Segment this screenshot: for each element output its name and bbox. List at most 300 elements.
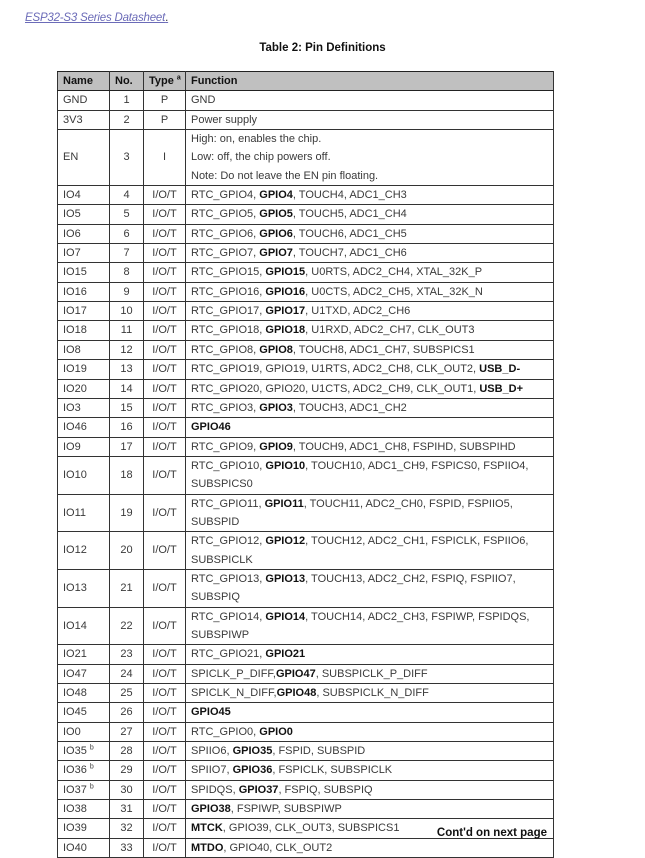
function-text: , TOUCH14, ADC2_CH3, FSPIWP, FSPIDQS, <box>305 610 530 623</box>
pin-definitions-table <box>57 71 554 858</box>
table-row <box>58 302 554 321</box>
pin-number: 4 <box>110 186 144 205</box>
primary-function: GPIO11 <box>264 497 304 510</box>
primary-function: GPIO18 <box>265 324 306 337</box>
function-text: RTC_GPIO7, <box>191 247 260 260</box>
pin-function <box>186 340 554 359</box>
pin-function <box>186 532 554 570</box>
function-text: , U0CTS, ADC2_CH5, XTAL_32K_N <box>305 285 483 298</box>
table-row <box>58 607 554 645</box>
primary-function: GPIO21 <box>265 648 306 661</box>
function-line <box>191 130 548 148</box>
pin-name: IO37 <box>63 783 87 796</box>
table-row <box>58 684 554 703</box>
pin-function <box>186 607 554 645</box>
pin-name: IO18 <box>63 324 87 337</box>
function-text: Low: off, the chip powers off. <box>191 151 331 164</box>
pin-name-cell <box>58 569 110 607</box>
pin-function <box>186 130 554 186</box>
pin-type: I/O/T <box>144 186 186 205</box>
primary-function: GPIO3 <box>259 401 293 414</box>
function-line <box>191 781 548 799</box>
function-line <box>191 360 548 378</box>
primary-function: GPIO4 <box>259 189 293 202</box>
primary-function: MTCK <box>191 822 223 835</box>
function-line <box>191 186 548 204</box>
pin-function <box>186 110 554 129</box>
table-row <box>58 532 554 570</box>
pin-name: IO46 <box>63 421 87 434</box>
pin-type: I/O/T <box>144 819 186 838</box>
pin-name-cell <box>58 110 110 129</box>
function-text: Note: Do not leave the EN pin floating. <box>191 169 379 182</box>
table-row <box>58 205 554 224</box>
pin-type: I/O/T <box>144 456 186 494</box>
primary-function: GPIO17 <box>265 305 306 318</box>
function-line <box>191 532 548 550</box>
pin-name-cell <box>58 263 110 282</box>
primary-function: GPIO46 <box>191 421 231 434</box>
function-text: RTC_GPIO18, <box>191 324 266 337</box>
table-row <box>58 456 554 494</box>
primary-function: USB_D- <box>479 363 521 376</box>
pin-name: IO0 <box>63 725 81 738</box>
pin-type: I/O/T <box>144 645 186 664</box>
function-text: RTC_GPIO8, <box>191 343 260 356</box>
pin-function <box>186 379 554 398</box>
function-line <box>191 263 548 281</box>
pin-name: IO45 <box>63 706 87 719</box>
function-line <box>191 399 548 417</box>
pin-name-cell <box>58 532 110 570</box>
pin-type: I/O/T <box>144 437 186 456</box>
pin-number: 28 <box>110 742 144 761</box>
function-text: , TOUCH6, ADC1_CH5 <box>292 227 407 240</box>
function-line <box>191 148 548 166</box>
pin-name: IO38 <box>63 803 87 816</box>
pin-type: I/O/T <box>144 532 186 570</box>
pin-type: I/O/T <box>144 722 186 741</box>
pin-name-cell <box>58 684 110 703</box>
function-line <box>191 495 548 513</box>
function-line <box>191 283 548 301</box>
pin-function <box>186 664 554 683</box>
primary-function: GPIO5 <box>259 208 293 221</box>
pin-name: GND <box>63 94 88 107</box>
primary-function: GPIO12 <box>265 535 306 548</box>
pin-number: 11 <box>110 321 144 340</box>
pin-name: IO39 <box>63 822 87 835</box>
function-text: , FSPID, SUBSPID <box>272 745 366 758</box>
pin-number: 13 <box>110 360 144 379</box>
pin-number: 15 <box>110 398 144 417</box>
pin-name: IO5 <box>63 208 81 221</box>
pin-type: I/O/T <box>144 263 186 282</box>
primary-function: GPIO16 <box>265 285 306 298</box>
pin-name: IO3 <box>63 401 81 414</box>
pin-type: I/O/T <box>144 569 186 607</box>
pin-name: 3V3 <box>63 113 83 126</box>
primary-function: GPIO37 <box>238 783 279 796</box>
pin-name: IO19 <box>63 363 87 376</box>
pin-function <box>186 780 554 799</box>
primary-function: MTDO <box>191 841 224 854</box>
function-text: RTC_GPIO3, <box>191 401 260 414</box>
function-line <box>191 761 548 779</box>
continued-note: Cont'd on next page <box>436 827 547 839</box>
function-text: Power supply <box>191 113 258 126</box>
pin-name: IO47 <box>63 667 87 680</box>
pin-type: I/O/T <box>144 838 186 857</box>
function-line <box>191 588 548 606</box>
function-text: RTC_GPIO5, <box>191 208 260 221</box>
pin-name-cell <box>58 398 110 417</box>
pin-number: 24 <box>110 664 144 683</box>
pin-name-cell <box>58 321 110 340</box>
function-line <box>191 608 548 626</box>
pin-name-cell <box>58 186 110 205</box>
pin-name-cell <box>58 302 110 321</box>
table-body <box>58 91 554 858</box>
table-caption: Table 2: Pin Definitions <box>259 42 386 54</box>
pin-number: 25 <box>110 684 144 703</box>
link-trailing-period: . <box>165 12 169 24</box>
function-text: RTC_GPIO14, <box>191 610 266 623</box>
function-line <box>191 302 548 320</box>
pin-type: I/O/T <box>144 780 186 799</box>
function-line <box>191 703 548 721</box>
pin-type: I/O/T <box>144 302 186 321</box>
function-text: , FSPICLK, SUBSPICLK <box>272 764 393 777</box>
primary-function: GPIO14 <box>265 610 306 623</box>
pin-function <box>186 800 554 819</box>
function-line <box>191 438 548 456</box>
primary-function: GPIO13 <box>265 572 306 585</box>
pin-name-cell <box>58 379 110 398</box>
function-text: SUBSPICLK <box>191 553 253 566</box>
pin-function <box>186 418 554 437</box>
pin-type: I/O/T <box>144 205 186 224</box>
function-line <box>191 225 548 243</box>
function-line <box>191 321 548 339</box>
function-text: RTC_GPIO6, <box>191 227 260 240</box>
pin-number: 17 <box>110 437 144 456</box>
function-text: RTC_GPIO9, <box>191 440 260 453</box>
function-text: RTC_GPIO11, <box>191 497 265 510</box>
footnote-marker: b <box>89 783 94 791</box>
function-text: , GPIO40, CLK_OUT2 <box>223 841 333 854</box>
pin-function <box>186 703 554 722</box>
pin-function <box>186 244 554 263</box>
pin-number: 1 <box>110 91 144 110</box>
datasheet-link[interactable] <box>25 12 168 24</box>
pin-type: I/O/T <box>144 360 186 379</box>
pin-type: I/O/T <box>144 321 186 340</box>
pin-name-cell <box>58 456 110 494</box>
pin-name-cell <box>58 340 110 359</box>
pin-number: 10 <box>110 302 144 321</box>
primary-function: GPIO7 <box>259 247 293 260</box>
header-function: Function <box>186 72 554 91</box>
pin-name-cell <box>58 130 110 186</box>
pin-type: I/O/T <box>144 398 186 417</box>
pin-name: IO17 <box>63 305 87 318</box>
function-text: , SUBSPICLK_N_DIFF <box>316 687 429 699</box>
function-line <box>191 626 548 644</box>
function-text: RTC_GPIO13, <box>191 572 266 585</box>
pin-name-cell <box>58 205 110 224</box>
pin-number: 2 <box>110 110 144 129</box>
table-row <box>58 224 554 243</box>
pin-name-cell <box>58 282 110 301</box>
function-line <box>191 244 548 262</box>
table-row <box>58 437 554 456</box>
header-name: Name <box>58 72 110 91</box>
function-line <box>191 475 548 493</box>
function-line <box>191 513 548 531</box>
function-text: , U0RTS, ADC2_CH4, XTAL_32K_P <box>305 266 483 279</box>
pin-number: 3 <box>110 130 144 186</box>
function-text: , SUBSPICLK_P_DIFF <box>315 667 428 680</box>
function-text: SPICLK_P_DIFF, <box>191 667 276 680</box>
function-text: GND <box>191 94 216 107</box>
function-text: High: on, enables the chip. <box>191 133 322 146</box>
pin-function <box>186 398 554 417</box>
pin-name-cell <box>58 91 110 110</box>
primary-function: GPIO8 <box>259 343 293 356</box>
table-row <box>58 569 554 607</box>
table-row <box>58 186 554 205</box>
function-text: , TOUCH4, ADC1_CH3 <box>292 189 407 202</box>
pin-type: I/O/T <box>144 664 186 683</box>
pin-function <box>186 205 554 224</box>
primary-function: GPIO35 <box>232 745 273 758</box>
pin-type: I/O/T <box>144 418 186 437</box>
primary-function: GPIO6 <box>259 227 293 240</box>
pin-function <box>186 722 554 741</box>
table-row <box>58 244 554 263</box>
pin-name-cell <box>58 494 110 532</box>
function-text: SPIIO6, <box>191 745 233 758</box>
pin-name: EN <box>63 151 79 164</box>
pin-type: I/O/T <box>144 244 186 263</box>
datasheet-link-text[interactable]: ESP32-S3 Series Datasheet <box>25 12 166 24</box>
function-line <box>191 665 548 683</box>
primary-function: GPIO9 <box>259 440 293 453</box>
pin-number: 19 <box>110 494 144 532</box>
pin-name: IO36 <box>63 764 87 777</box>
function-text: , TOUCH11, ADC2_CH0, FSPID, FSPIIO5, <box>303 497 513 510</box>
function-text: RTC_GPIO4, <box>191 189 260 202</box>
table-row <box>58 263 554 282</box>
pin-number: 12 <box>110 340 144 359</box>
pin-type: I <box>144 130 186 186</box>
function-line <box>191 418 548 436</box>
function-text: SUBSPIWP <box>191 628 250 641</box>
pin-type: P <box>144 91 186 110</box>
pin-number: 6 <box>110 224 144 243</box>
pin-name: IO9 <box>63 440 81 453</box>
pin-name: IO6 <box>63 227 81 240</box>
function-text: RTC_GPIO19, GPIO19, U1RTS, ADC2_CH8, CLK_OUT2, <box>191 363 480 376</box>
function-text: SPIDQS, <box>191 783 239 796</box>
pin-type: I/O/T <box>144 800 186 819</box>
pin-name: IO40 <box>63 841 87 854</box>
pin-number: 20 <box>110 532 144 570</box>
function-text: SPIIO7, <box>191 764 233 777</box>
function-line <box>191 551 548 569</box>
pin-name: IO20 <box>63 382 87 395</box>
table-row <box>58 340 554 359</box>
pin-number: 27 <box>110 722 144 741</box>
primary-function: GPIO48 <box>276 687 317 699</box>
pin-number: 5 <box>110 205 144 224</box>
function-line <box>191 684 548 702</box>
header-no: No. <box>110 72 144 91</box>
pin-name: IO14 <box>63 619 87 632</box>
pin-function <box>186 224 554 243</box>
function-text: , TOUCH8, ADC1_CH7, SUBSPICS1 <box>292 343 475 356</box>
pin-name-cell <box>58 418 110 437</box>
table-row <box>58 130 554 186</box>
table-row <box>58 703 554 722</box>
table-row <box>58 780 554 799</box>
pin-name-cell <box>58 607 110 645</box>
primary-function: GPIO38 <box>191 803 231 816</box>
pin-type: I/O/T <box>144 703 186 722</box>
pin-name: IO16 <box>63 285 87 298</box>
primary-function: GPIO47 <box>275 667 316 680</box>
function-line <box>191 91 548 109</box>
pin-name-cell <box>58 437 110 456</box>
pin-name: IO15 <box>63 266 87 279</box>
pin-name-cell <box>58 664 110 683</box>
function-line <box>191 205 548 223</box>
pin-type: I/O/T <box>144 340 186 359</box>
primary-function: USB_D+ <box>479 382 524 395</box>
function-text: , TOUCH10, ADC1_CH9, FSPICS0, FSPIIO4, <box>305 459 529 472</box>
pin-function <box>186 302 554 321</box>
function-text: RTC_GPIO16, <box>191 285 266 298</box>
pin-name-cell <box>58 244 110 263</box>
primary-function: GPIO15 <box>265 266 306 279</box>
pin-number: 30 <box>110 780 144 799</box>
pin-number: 7 <box>110 244 144 263</box>
pin-number: 22 <box>110 607 144 645</box>
pin-function <box>186 684 554 703</box>
function-text: RTC_GPIO0, <box>191 725 260 738</box>
function-text: RTC_GPIO20, GPIO20, U1CTS, ADC2_CH9, CLK_OUT1, <box>191 382 480 395</box>
function-line <box>191 457 548 475</box>
pin-name-cell <box>58 722 110 741</box>
function-text: , TOUCH9, ADC1_CH8, FSPIHD, SUBSPIHD <box>292 440 516 453</box>
pin-name: IO10 <box>63 469 87 482</box>
pin-number: 29 <box>110 761 144 780</box>
header-type-label: Type <box>149 75 174 87</box>
footnote-marker: a <box>176 74 181 82</box>
pin-name: IO12 <box>63 544 87 557</box>
pin-type: I/O/T <box>144 224 186 243</box>
pin-function <box>186 456 554 494</box>
function-text: , TOUCH12, ADC2_CH1, FSPICLK, FSPIIO6, <box>305 535 529 548</box>
primary-function: GPIO0 <box>259 725 293 738</box>
primary-function: GPIO45 <box>191 706 231 719</box>
pin-name: IO48 <box>63 687 87 699</box>
pin-function <box>186 437 554 456</box>
pin-name-cell <box>58 703 110 722</box>
pin-function <box>186 645 554 664</box>
function-text: , U1TXD, ADC2_CH6 <box>305 305 411 318</box>
table-row <box>58 379 554 398</box>
pin-name-cell <box>58 645 110 664</box>
table-row <box>58 418 554 437</box>
primary-function: GPIO10 <box>265 459 306 472</box>
pin-type: P <box>144 110 186 129</box>
pin-name-cell <box>58 800 110 819</box>
pin-number: 21 <box>110 569 144 607</box>
pin-name-cell <box>58 224 110 243</box>
table-row <box>58 722 554 741</box>
pin-function <box>186 494 554 532</box>
footnote-marker: b <box>89 763 94 771</box>
pin-function <box>186 742 554 761</box>
pin-name: IO13 <box>63 582 87 595</box>
table-row <box>58 761 554 780</box>
pin-number: 33 <box>110 838 144 857</box>
function-text: SPICLK_N_DIFF, <box>191 687 277 699</box>
function-line <box>191 800 548 818</box>
table-row <box>58 494 554 532</box>
pin-name: IO11 <box>63 506 87 519</box>
pin-number: 14 <box>110 379 144 398</box>
pin-type: I/O/T <box>144 607 186 645</box>
pin-type: I/O/T <box>144 494 186 532</box>
function-text: RTC_GPIO17, <box>191 305 266 318</box>
pin-name: IO8 <box>63 343 81 356</box>
table-row <box>58 282 554 301</box>
table-row <box>58 398 554 417</box>
pin-function <box>186 91 554 110</box>
function-text: SUBSPICS0 <box>191 478 253 491</box>
function-line <box>191 839 548 857</box>
pin-name-cell <box>58 780 110 799</box>
table-row <box>58 645 554 664</box>
function-text: RTC_GPIO15, <box>191 266 266 279</box>
pin-number: 18 <box>110 456 144 494</box>
pin-name-cell <box>58 761 110 780</box>
table-row <box>58 321 554 340</box>
function-line <box>191 111 548 129</box>
function-text: , GPIO39, CLK_OUT3, SUBSPICS1 <box>222 822 400 835</box>
function-line <box>191 380 548 398</box>
pin-number: 9 <box>110 282 144 301</box>
pin-type: I/O/T <box>144 684 186 703</box>
function-line <box>191 742 548 760</box>
function-line <box>191 645 548 663</box>
pin-number: 23 <box>110 645 144 664</box>
pin-number: 31 <box>110 800 144 819</box>
pin-function <box>186 761 554 780</box>
table-row <box>58 664 554 683</box>
table-header-row <box>58 72 554 91</box>
footnote-marker: b <box>89 744 94 752</box>
pin-number: 8 <box>110 263 144 282</box>
function-text: , TOUCH5, ADC1_CH4 <box>292 208 407 221</box>
function-text: , FSPIQ, SUBSPIQ <box>278 783 373 796</box>
pin-number: 32 <box>110 819 144 838</box>
header-type <box>144 72 186 91</box>
pin-function <box>186 282 554 301</box>
